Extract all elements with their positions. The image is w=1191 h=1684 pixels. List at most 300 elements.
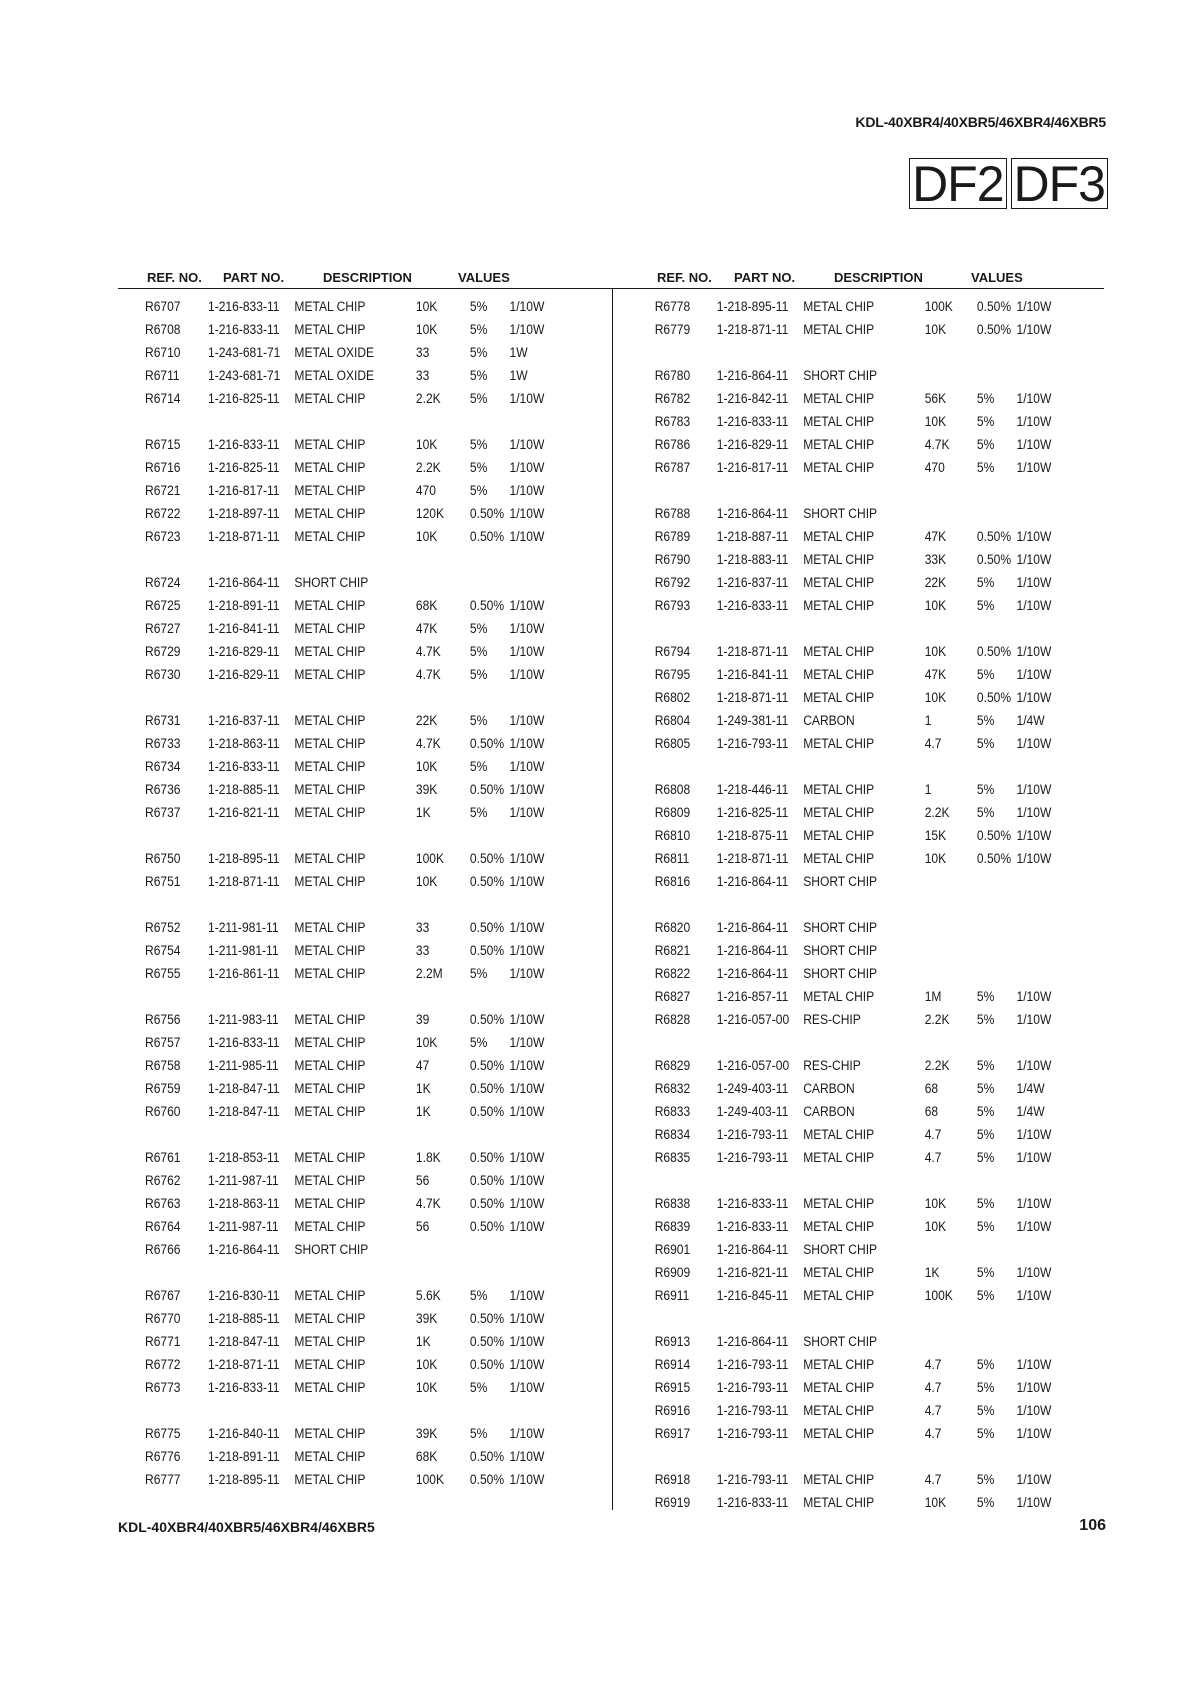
value: 68K	[415, 1449, 438, 1464]
part-no: 1-216-833-11	[208, 322, 280, 337]
part-no: 1-218-895-11	[208, 1472, 280, 1487]
ref-no: R6838	[654, 1196, 691, 1211]
ref-no: R6829	[654, 1058, 691, 1073]
description: METAL CHIP	[803, 736, 875, 751]
ref-no: R6816	[654, 874, 691, 889]
part-no: 1-218-875-11	[716, 828, 789, 843]
part-no: 1-216-864-11	[716, 1334, 789, 1349]
description: METAL CHIP	[803, 1495, 875, 1510]
ref-no: R6755	[145, 966, 181, 981]
description: METAL CHIP	[803, 690, 875, 705]
tolerance: 5%	[469, 368, 488, 383]
value: 4.7	[924, 1127, 942, 1142]
value: 33	[415, 345, 430, 360]
board-label-df3: DF3	[1011, 158, 1108, 209]
value: 39K	[415, 782, 438, 797]
description: METAL CHIP	[294, 391, 366, 406]
description: SHORT CHIP	[803, 874, 878, 889]
part-no: 1-211-981-11	[208, 920, 279, 935]
ref-no: R6776	[145, 1449, 181, 1464]
ref-no: R6914	[654, 1357, 691, 1372]
ref-no: R6770	[145, 1311, 181, 1326]
description: METAL CHIP	[294, 460, 366, 475]
description: SHORT CHIP	[803, 1334, 878, 1349]
value: 1K	[415, 805, 431, 820]
rating: 1/4W	[1016, 1104, 1045, 1119]
tolerance: 5%	[469, 805, 488, 820]
rating: 1/10W	[1016, 460, 1052, 475]
rating: 1/10W	[1016, 736, 1052, 751]
description: METAL CHIP	[294, 1081, 366, 1096]
ref-no: R6750	[145, 851, 181, 866]
ref-no: R6788	[654, 506, 691, 521]
rating: 1/10W	[1016, 575, 1052, 590]
value: 10K	[924, 1495, 947, 1510]
description: METAL OXIDE	[294, 368, 375, 383]
part-no: 1-216-793-11	[716, 1127, 789, 1142]
part-no: 1-216-817-11	[208, 483, 280, 498]
value: 10K	[415, 1035, 438, 1050]
description: RES-CHIP	[803, 1012, 861, 1027]
part-no: 1-216-793-11	[716, 1403, 789, 1418]
rating: 1/10W	[509, 644, 545, 659]
tolerance: 0.50%	[976, 828, 1012, 843]
rating: 1/10W	[1016, 644, 1052, 659]
description: SHORT CHIP	[803, 506, 878, 521]
rating: 1/10W	[509, 529, 545, 544]
part-no: 1-216-833-11	[208, 759, 280, 774]
ref-no: R6802	[654, 690, 691, 705]
value: 1K	[415, 1081, 431, 1096]
ref-no: R6777	[145, 1472, 181, 1487]
part-no: 1-216-864-11	[716, 506, 789, 521]
rating: 1/10W	[509, 391, 545, 406]
rating: 1/10W	[1016, 1012, 1052, 1027]
part-no: 1-216-833-11	[208, 437, 280, 452]
description: METAL CHIP	[803, 805, 875, 820]
col-header-values: VALUES	[971, 270, 1023, 285]
description: METAL CHIP	[294, 1058, 366, 1073]
description: METAL CHIP	[294, 943, 366, 958]
rating: 1/10W	[509, 1357, 545, 1372]
part-no: 1-218-883-11	[716, 552, 789, 567]
rating: 1/10W	[509, 667, 545, 682]
value: 100K	[924, 299, 953, 314]
description: METAL CHIP	[294, 667, 366, 682]
value: 10K	[924, 851, 947, 866]
rating: 1/10W	[509, 1449, 545, 1464]
description: METAL CHIP	[803, 1288, 875, 1303]
part-no: 1-218-847-11	[208, 1104, 280, 1119]
ref-no: R6715	[145, 437, 181, 452]
part-no: 1-218-871-11	[716, 690, 789, 705]
value: 2.2K	[415, 460, 441, 475]
value: 5.6K	[415, 1288, 441, 1303]
part-no: 1-243-681-71	[208, 345, 281, 360]
part-no: 1-216-817-11	[716, 460, 789, 475]
ref-no: R6754	[145, 943, 181, 958]
rating: 1/10W	[509, 851, 545, 866]
description: METAL CHIP	[803, 1403, 875, 1418]
rating: 1/10W	[509, 736, 545, 751]
tolerance: 5%	[469, 1426, 488, 1441]
part-no: 1-216-793-11	[716, 1150, 789, 1165]
ref-no: R6805	[654, 736, 691, 751]
value: 68	[924, 1081, 939, 1096]
value: 56K	[924, 391, 947, 406]
rating: 1/10W	[1016, 782, 1052, 797]
part-no: 1-218-885-11	[208, 1311, 280, 1326]
rating: 1/10W	[1016, 598, 1052, 613]
description: METAL CHIP	[294, 736, 366, 751]
board-label-df2: DF2	[909, 158, 1006, 209]
ref-no: R6731	[145, 713, 181, 728]
tolerance: 5%	[976, 989, 995, 1004]
ref-no: R6772	[145, 1357, 181, 1372]
ref-no: R6832	[654, 1081, 691, 1096]
part-no: 1-216-793-11	[716, 1472, 789, 1487]
board-labels	[909, 156, 1108, 212]
part-no: 1-218-871-11	[716, 644, 789, 659]
value: 4.7	[924, 1472, 942, 1487]
description: METAL CHIP	[294, 1173, 366, 1188]
value: 47K	[415, 621, 438, 636]
part-no: 1-216-057-00	[716, 1058, 790, 1073]
value: 4.7	[924, 1380, 942, 1395]
tolerance: 5%	[976, 1012, 995, 1027]
tolerance: 5%	[976, 1219, 995, 1234]
ref-no: R6767	[145, 1288, 181, 1303]
description: METAL CHIP	[803, 575, 875, 590]
tolerance: 5%	[469, 483, 488, 498]
tolerance: 0.50%	[469, 1219, 505, 1234]
ref-no: R6751	[145, 874, 181, 889]
value: 100K	[924, 1288, 953, 1303]
part-no: 1-249-403-11	[716, 1104, 789, 1119]
value: 2.2K	[415, 391, 441, 406]
part-no: 1-218-863-11	[208, 736, 280, 751]
part-no: 1-218-891-11	[208, 598, 280, 613]
description: METAL CHIP	[294, 874, 366, 889]
part-no: 1-218-853-11	[208, 1150, 280, 1165]
part-no: 1-216-821-11	[716, 1265, 789, 1280]
value: 2.2K	[924, 1058, 950, 1073]
ref-no: R6918	[654, 1472, 691, 1487]
part-no: 1-216-841-11	[716, 667, 789, 682]
ref-no: R6913	[654, 1334, 691, 1349]
description: METAL CHIP	[803, 1265, 875, 1280]
description: METAL CHIP	[294, 1288, 366, 1303]
value: 33	[415, 368, 430, 383]
value: 10K	[415, 759, 438, 774]
ref-no: R6794	[654, 644, 691, 659]
description: METAL CHIP	[294, 1219, 366, 1234]
description: METAL CHIP	[294, 621, 366, 636]
rating: 1/10W	[509, 1311, 545, 1326]
tolerance: 5%	[976, 391, 995, 406]
part-no: 1-216-864-11	[716, 874, 789, 889]
part-no: 1-211-981-11	[208, 943, 279, 958]
rating: 1/4W	[1016, 713, 1045, 728]
tolerance: 5%	[976, 782, 995, 797]
description: METAL CHIP	[803, 1196, 875, 1211]
description: METAL CHIP	[294, 322, 366, 337]
part-no: 1-216-829-11	[716, 437, 789, 452]
rating: 1W	[509, 345, 528, 360]
tolerance: 5%	[469, 345, 488, 360]
value: 470	[415, 483, 437, 498]
tolerance: 0.50%	[976, 299, 1012, 314]
ref-no: R6793	[654, 598, 691, 613]
rating: 1/10W	[1016, 851, 1052, 866]
rating: 1/10W	[509, 1012, 545, 1027]
tolerance: 5%	[976, 1403, 995, 1418]
tolerance: 5%	[469, 713, 488, 728]
rating: 1/10W	[509, 437, 545, 452]
part-no: 1-211-983-11	[208, 1012, 279, 1027]
rating: 1/10W	[509, 483, 545, 498]
value: 56	[415, 1173, 430, 1188]
tolerance: 0.50%	[469, 598, 505, 613]
part-no: 1-216-864-11	[716, 943, 789, 958]
tolerance: 0.50%	[469, 1081, 505, 1096]
tolerance: 5%	[469, 1288, 488, 1303]
tolerance: 0.50%	[469, 920, 505, 935]
ref-no: R6737	[145, 805, 181, 820]
description: METAL CHIP	[294, 1449, 366, 1464]
tolerance: 0.50%	[976, 644, 1012, 659]
tolerance: 5%	[976, 667, 995, 682]
rating: 1/10W	[1016, 1495, 1052, 1510]
description: METAL CHIP	[294, 920, 366, 935]
value: 10K	[924, 598, 947, 613]
description: METAL CHIP	[294, 713, 366, 728]
part-no: 1-216-861-11	[208, 966, 280, 981]
tolerance: 5%	[469, 644, 488, 659]
description: CARBON	[803, 713, 855, 728]
part-no: 1-218-871-11	[208, 1357, 280, 1372]
description: METAL CHIP	[294, 1357, 366, 1372]
value: 470	[924, 460, 945, 475]
tolerance: 5%	[976, 460, 995, 475]
tolerance: 5%	[469, 759, 488, 774]
tolerance: 5%	[976, 575, 995, 590]
part-no: 1-216-821-11	[208, 805, 280, 820]
tolerance: 0.50%	[469, 1449, 505, 1464]
value: 47K	[924, 529, 947, 544]
description: METAL CHIP	[294, 529, 366, 544]
page-number: 106	[1079, 1517, 1106, 1534]
value: 10K	[924, 690, 947, 705]
description: METAL CHIP	[803, 1150, 875, 1165]
description: CARBON	[803, 1081, 855, 1096]
tolerance: 0.50%	[469, 1012, 505, 1027]
ref-no: R6757	[145, 1035, 181, 1050]
rating: 1/10W	[1016, 299, 1052, 314]
tolerance: 0.50%	[469, 1357, 505, 1372]
description: METAL CHIP	[294, 759, 366, 774]
ref-no: R6773	[145, 1380, 181, 1395]
ref-no: R6790	[654, 552, 691, 567]
ref-no: R6714	[145, 391, 181, 406]
value: 39K	[415, 1311, 438, 1326]
value: 1M	[924, 989, 942, 1004]
ref-no: R6915	[654, 1380, 691, 1395]
description: METAL CHIP	[803, 1380, 875, 1395]
tolerance: 5%	[976, 414, 995, 429]
description: METAL CHIP	[294, 483, 366, 498]
part-no: 1-216-833-11	[208, 1035, 280, 1050]
tolerance: 5%	[469, 437, 488, 452]
part-no: 1-216-845-11	[716, 1288, 789, 1303]
part-no: 1-216-842-11	[716, 391, 789, 406]
description: METAL CHIP	[294, 1472, 366, 1487]
value: 120K	[415, 506, 445, 521]
tolerance: 5%	[976, 1081, 995, 1096]
value: 4.7K	[415, 736, 441, 751]
ref-no: R6761	[145, 1150, 181, 1165]
tolerance: 5%	[469, 621, 488, 636]
description: SHORT CHIP	[803, 943, 878, 958]
description: METAL CHIP	[803, 667, 875, 682]
description: METAL CHIP	[803, 322, 875, 337]
value: 33K	[924, 552, 947, 567]
tolerance: 0.50%	[469, 1311, 505, 1326]
part-no: 1-216-830-11	[208, 1288, 280, 1303]
part-no: 1-218-887-11	[716, 529, 789, 544]
rating: 1/10W	[1016, 552, 1052, 567]
ref-no: R6762	[145, 1173, 181, 1188]
tolerance: 0.50%	[976, 851, 1012, 866]
value: 1K	[924, 1265, 940, 1280]
ref-no: R6707	[145, 299, 181, 314]
rating: 1/10W	[509, 1219, 545, 1234]
header-rule	[118, 288, 1104, 289]
rating: 1/10W	[1016, 1150, 1052, 1165]
description: METAL CHIP	[294, 437, 366, 452]
rating: 1/10W	[1016, 1288, 1052, 1303]
description: METAL CHIP	[294, 1012, 366, 1027]
tolerance: 5%	[976, 1150, 995, 1165]
ref-no: R6752	[145, 920, 181, 935]
description: METAL CHIP	[294, 782, 366, 797]
ref-no: R6839	[654, 1219, 691, 1234]
value: 4.7	[924, 1403, 942, 1418]
ref-no: R6708	[145, 322, 181, 337]
ref-no: R6810	[654, 828, 691, 843]
rating: 1/10W	[1016, 1219, 1052, 1234]
description: METAL CHIP	[803, 391, 875, 406]
description: RES-CHIP	[803, 1058, 861, 1073]
part-no: 1-216-864-11	[716, 1242, 789, 1257]
ref-no: R6786	[654, 437, 691, 452]
rating: 1/10W	[509, 621, 545, 636]
ref-no: R6811	[654, 851, 690, 866]
rating: 1/10W	[1016, 437, 1052, 452]
tolerance: 5%	[976, 1380, 995, 1395]
tolerance: 0.50%	[976, 690, 1012, 705]
value: 10K	[924, 322, 947, 337]
ref-no: R6763	[145, 1196, 181, 1211]
value: 10K	[415, 437, 438, 452]
tolerance: 0.50%	[469, 1058, 505, 1073]
rating: 1/4W	[1016, 1081, 1045, 1096]
tolerance: 5%	[469, 1380, 488, 1395]
ref-no: R6901	[654, 1242, 691, 1257]
value: 39K	[415, 1426, 438, 1441]
tolerance: 5%	[469, 391, 488, 406]
value: 4.7K	[415, 667, 441, 682]
rating: 1/10W	[509, 1150, 545, 1165]
description: METAL CHIP	[294, 1426, 366, 1441]
ref-no: R6834	[654, 1127, 691, 1142]
part-no: 1-216-793-11	[716, 1380, 789, 1395]
part-no: 1-218-847-11	[208, 1334, 280, 1349]
part-no: 1-216-829-11	[208, 667, 280, 682]
tolerance: 5%	[976, 1127, 995, 1142]
col-header-values: VALUES	[458, 270, 510, 285]
description: SHORT CHIP	[294, 1242, 369, 1257]
ref-no: R6919	[654, 1495, 691, 1510]
description: METAL CHIP	[294, 598, 366, 613]
ref-no: R6727	[145, 621, 181, 636]
tolerance: 0.50%	[469, 851, 505, 866]
value: 100K	[415, 851, 445, 866]
description: METAL CHIP	[803, 1357, 875, 1372]
col-header-part: PART NO.	[223, 270, 285, 285]
rating: 1/10W	[1016, 828, 1052, 843]
rating: 1/10W	[509, 506, 545, 521]
description: METAL CHIP	[803, 460, 875, 475]
description: METAL CHIP	[803, 1472, 875, 1487]
part-no: 1-249-403-11	[716, 1081, 789, 1096]
value: 10K	[924, 414, 947, 429]
part-no: 1-216-833-11	[716, 1196, 789, 1211]
ref-no: R6792	[654, 575, 691, 590]
tolerance: 5%	[976, 1426, 995, 1441]
value: 2.2K	[924, 805, 950, 820]
rating: 1/10W	[1016, 989, 1052, 1004]
tolerance: 0.50%	[469, 529, 505, 544]
ref-no: R6778	[654, 299, 691, 314]
description: METAL CHIP	[294, 1311, 366, 1326]
ref-no: R6710	[145, 345, 181, 360]
rating: 1/10W	[509, 1380, 545, 1395]
rating: 1/10W	[1016, 1472, 1052, 1487]
rating: 1/10W	[1016, 1058, 1052, 1073]
ref-no: R6789	[654, 529, 691, 544]
description: METAL CHIP	[294, 1035, 366, 1050]
rating: 1/10W	[509, 1081, 545, 1096]
value: 68K	[415, 598, 438, 613]
rating: 1/10W	[1016, 391, 1052, 406]
part-no: 1-216-840-11	[208, 1426, 280, 1441]
ref-no: R6730	[145, 667, 181, 682]
tolerance: 5%	[976, 1104, 995, 1119]
part-no: 1-216-825-11	[716, 805, 789, 820]
part-no: 1-211-987-11	[208, 1173, 279, 1188]
tolerance: 0.50%	[469, 1196, 505, 1211]
value: 4.7	[924, 736, 942, 751]
ref-no: R6725	[145, 598, 181, 613]
rating: 1/10W	[509, 805, 545, 820]
value: 10K	[415, 299, 438, 314]
tolerance: 0.50%	[469, 782, 505, 797]
tolerance: 5%	[976, 1472, 995, 1487]
tolerance: 5%	[469, 322, 488, 337]
part-no: 1-218-895-11	[208, 851, 280, 866]
description: METAL CHIP	[803, 851, 875, 866]
